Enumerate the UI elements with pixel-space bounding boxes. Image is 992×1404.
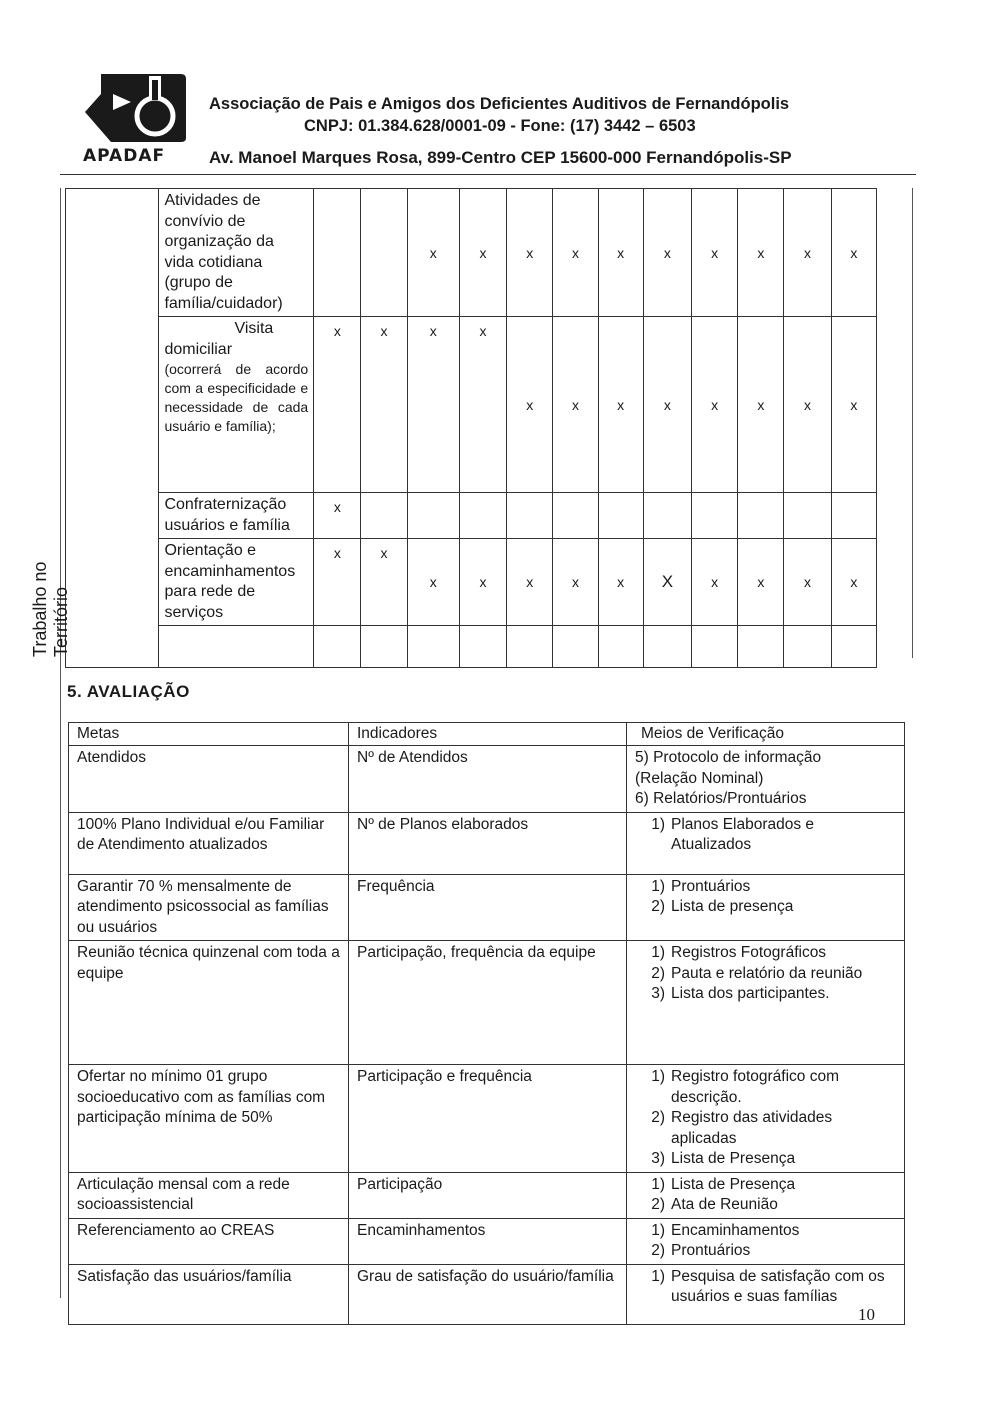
activity-line: vida cotidiana (164, 253, 263, 271)
mark-mid: x (663, 244, 671, 261)
verification-item (635, 1267, 896, 1308)
empty-cell (159, 626, 314, 668)
mark-top: x (479, 323, 487, 339)
eval-row (69, 874, 905, 941)
logo-ear-icon (83, 72, 187, 144)
mark-mid: x (711, 396, 719, 413)
verification-list (635, 1267, 896, 1308)
mark-mid: X (661, 572, 674, 591)
month-cell (692, 317, 738, 493)
item-number: 1) (651, 815, 665, 833)
indicator-cell: Participação, frequência da equipe (349, 941, 627, 1065)
mark-mid: x (850, 244, 858, 261)
verification-line: 6) Relatórios/Prontuários (635, 790, 807, 807)
month-cell (361, 189, 407, 317)
item-text: Pauta e relatório da reunião (671, 964, 863, 982)
item-number: 1) (651, 1221, 665, 1239)
month-cell (507, 493, 553, 539)
month-cell (784, 539, 831, 626)
right-margin-line (912, 188, 913, 658)
item-text: Ata de Reunião (671, 1196, 778, 1213)
verification-cell (627, 1172, 905, 1218)
month-cell (314, 189, 361, 317)
item-number: 1) (651, 1175, 665, 1193)
mark-mid: x (757, 396, 765, 413)
meta-cell: Reunião técnica quinzenal com toda a equipe (69, 941, 349, 1065)
item-text: Prontuários (671, 1242, 751, 1259)
eval-header-cell: Indicadores (349, 723, 627, 746)
month-cell (507, 539, 553, 626)
month-cell (784, 189, 831, 317)
group-cell (30, 189, 159, 668)
eval-header-cell: Metas (69, 723, 349, 746)
verification-item (635, 1241, 896, 1262)
month-cell (459, 317, 506, 493)
empty-cell (459, 626, 506, 668)
month-cell (507, 317, 553, 493)
month-cell (407, 493, 459, 539)
mark-mid: x (617, 244, 625, 261)
group-label-line: Trabalho no (30, 561, 50, 657)
activity-line: convívio de (164, 212, 246, 230)
item-text: Lista dos participantes. (671, 985, 830, 1002)
meta-cell: 100% Plano Individual e/ou Familiar de Atendimento atualizados (69, 812, 349, 874)
mark-mid: x (850, 574, 858, 590)
mark-top: x (380, 323, 388, 339)
month-cell (553, 317, 598, 493)
item-text: Pesquisa de satisfação com os usuários e suas famílias (671, 1267, 885, 1305)
activity-title: domiciliar (164, 340, 233, 358)
verification-cell (627, 1065, 905, 1173)
item-number: 2) (651, 964, 665, 982)
mark-mid: x (663, 396, 671, 413)
cnpj-phone: CNPJ: 01.384.628/0001-09 - Fone: (17) 3442 – 6503 (304, 117, 696, 135)
indicator-cell: Nº de Planos elaborados (349, 812, 627, 874)
empty-cell (643, 626, 691, 668)
empty-cell (692, 626, 738, 668)
activity-cell (159, 493, 314, 539)
eval-row (69, 1264, 905, 1324)
item-text: Lista de presença (671, 898, 794, 915)
item-text: Registro das atividades aplicadas (671, 1109, 833, 1147)
mark-mid: x (711, 244, 719, 261)
month-cell (738, 493, 784, 539)
month-cell (784, 493, 831, 539)
mark-mid: x (479, 244, 487, 261)
item-number: 2) (651, 1242, 665, 1259)
indicator-cell: Participação e frequência (349, 1065, 627, 1173)
mark-mid: x (429, 244, 437, 261)
item-number: 2) (651, 1196, 665, 1213)
month-cell (831, 539, 876, 626)
verification-item (635, 943, 896, 964)
item-number: 1) (651, 1068, 665, 1085)
item-text: Registro fotográfico com descrição. (671, 1068, 839, 1106)
indicator-cell: Nº de Atendidos (349, 746, 627, 813)
mark-top: x (333, 323, 341, 339)
verification-item (635, 1175, 896, 1196)
month-cell (643, 189, 691, 317)
eval-row (69, 746, 905, 813)
item-text: Encaminhamentos (671, 1221, 800, 1239)
month-cell (738, 317, 784, 493)
mark-mid: x (804, 244, 812, 261)
item-text: Lista de Presença (671, 1175, 796, 1193)
mark-mid: x (617, 396, 625, 413)
meta-cell: Ofertar no mínimo 01 grupo socioeducativo com as famílias com participação mínima de 50% (69, 1065, 349, 1173)
activity-cell (159, 317, 314, 493)
empty-cell (553, 626, 598, 668)
month-cell (314, 539, 361, 626)
empty-cell (738, 626, 784, 668)
schedule-row (66, 317, 877, 493)
eval-row (69, 1218, 905, 1264)
verification-list (635, 1067, 896, 1170)
eval-row (69, 1065, 905, 1173)
verification-item (635, 1195, 896, 1216)
mark-top: x (380, 545, 388, 561)
mark-top: x (333, 499, 341, 515)
eval-header-cell: Meios de Verificação (627, 723, 905, 746)
verification-list (635, 1175, 896, 1216)
item-text: Planos Elaborados e Atualizados (671, 815, 815, 853)
activity-cell (159, 189, 314, 317)
item-number: 2) (651, 898, 665, 915)
item-number: 1) (651, 1267, 665, 1285)
month-cell (692, 539, 738, 626)
verification-item (635, 1067, 896, 1108)
mark-mid: x (804, 574, 812, 590)
address: Av. Manoel Marques Rosa, 899-Centro CEP 15600-000 Fernandópolis-SP (209, 148, 792, 167)
activity-line: Atividades de (164, 192, 261, 209)
eval-row (69, 941, 905, 1065)
mark-mid: x (429, 574, 437, 590)
activity-line: serviços (164, 603, 224, 621)
month-cell (598, 493, 643, 539)
meta-cell: Satisfação das usuários/família (69, 1264, 349, 1324)
month-cell (361, 493, 407, 539)
eval-row (69, 812, 905, 874)
mark-mid: x (526, 244, 534, 261)
activity-note: (ocorrerá de acordo com a especificidade e necessidade de cada usuário e família); (164, 361, 309, 434)
verification-item (635, 984, 896, 1005)
schedule-row (66, 493, 877, 539)
activity-line: (grupo de (164, 274, 233, 291)
schedule-row (66, 189, 877, 317)
eval-row (69, 1172, 905, 1218)
activity-line: encaminhamentos (164, 562, 296, 580)
empty-cell (407, 626, 459, 668)
empty-cell (361, 626, 407, 668)
verification-list (635, 877, 896, 918)
schedule-row-empty (66, 626, 877, 668)
mark-mid: x (804, 396, 812, 413)
month-cell (314, 493, 361, 539)
verification-item (635, 877, 896, 898)
item-text: Prontuários (671, 877, 751, 895)
logo-text: APADAF (83, 146, 166, 166)
month-cell (407, 317, 459, 493)
month-cell (459, 539, 506, 626)
item-number: 2) (651, 1109, 665, 1126)
activity-line: Orientação e (164, 542, 257, 559)
apadaf-logo (83, 72, 187, 166)
item-text: Registros Fotográficos (671, 944, 827, 961)
empty-cell (831, 626, 876, 668)
verification-item (635, 815, 896, 856)
month-cell (407, 539, 459, 626)
month-cell (831, 189, 876, 317)
month-cell (738, 539, 784, 626)
activity-cell (159, 539, 314, 626)
empty-cell (598, 626, 643, 668)
verification-line: (Relação Nominal) (635, 769, 764, 787)
verification-item (635, 964, 896, 985)
mark-mid: x (850, 396, 858, 413)
month-cell (831, 317, 876, 493)
verification-cell (627, 1218, 905, 1264)
mark-top: x (429, 323, 437, 339)
schedule-row (66, 539, 877, 626)
item-number: 3) (651, 985, 665, 1002)
month-cell (831, 493, 876, 539)
month-cell (361, 317, 407, 493)
mark-mid: x (757, 244, 765, 261)
mark-mid: x (479, 574, 487, 590)
org-name: Associação de Pais e Amigos dos Deficientes Auditivos de Fernandópolis (209, 95, 790, 113)
mark-mid: x (617, 574, 625, 590)
month-cell (643, 539, 691, 626)
verification-line: 5) Protocolo de informação (635, 749, 822, 766)
verification-list (635, 943, 896, 1005)
month-cell (314, 317, 361, 493)
month-cell (643, 493, 691, 539)
verification-cell (627, 746, 905, 813)
header-divider (60, 174, 916, 175)
month-cell (553, 539, 598, 626)
mark-mid: x (757, 574, 765, 590)
verification-item (635, 1108, 896, 1149)
group-label (30, 537, 72, 657)
month-cell (553, 493, 598, 539)
page-number: 10 (858, 1305, 875, 1324)
section-title: 5. AVALIAÇÃO (67, 682, 190, 701)
meta-cell: Garantir 70 % mensalmente de atendimento psicossocial as famílias ou usuários (69, 874, 349, 941)
mark-top: x (333, 545, 341, 561)
meta-cell: Atendidos (69, 746, 349, 813)
verification-cell (627, 874, 905, 941)
activity-line: organização da (164, 233, 274, 250)
item-number: 1) (651, 877, 665, 895)
verification-item (635, 1221, 896, 1242)
mark-mid: x (526, 396, 534, 413)
month-cell (598, 539, 643, 626)
item-number: 3) (651, 1150, 665, 1167)
mark-mid: x (711, 574, 719, 590)
group-label-line: Território (51, 586, 71, 657)
mark-mid: x (571, 244, 579, 261)
month-cell (407, 189, 459, 317)
eval-header-row (69, 723, 905, 746)
month-cell (598, 189, 643, 317)
indicator-cell: Encaminhamentos (349, 1218, 627, 1264)
item-text: Lista de Presença (671, 1150, 796, 1167)
activity-schedule-table (30, 188, 877, 668)
activity-line: família/cuidador) (164, 294, 283, 312)
month-cell (784, 317, 831, 493)
month-cell (643, 317, 691, 493)
mark-mid: x (571, 574, 579, 590)
activity-line: usuários e família (164, 516, 290, 534)
month-cell (553, 189, 598, 317)
activity-line: para rede de (164, 583, 256, 600)
empty-cell (507, 626, 553, 668)
month-cell (507, 189, 553, 317)
verification-cell (627, 812, 905, 874)
indicator-cell: Participação (349, 1172, 627, 1218)
left-margin-line (60, 188, 61, 1298)
verification-list (635, 815, 896, 856)
activity-line: Confraternização (164, 496, 287, 513)
mark-mid: x (526, 574, 534, 590)
empty-cell (314, 626, 361, 668)
month-cell (459, 189, 506, 317)
month-cell (738, 189, 784, 317)
activity-title: Visita (234, 320, 274, 337)
verification-item (635, 1149, 896, 1170)
evaluation-table (68, 722, 905, 1325)
meta-cell: Referenciamento ao CREAS (69, 1218, 349, 1264)
month-cell (692, 493, 738, 539)
item-number: 1) (651, 944, 665, 961)
meta-cell: Articulação mensal com a rede socioassistencial (69, 1172, 349, 1218)
month-cell (459, 493, 506, 539)
verification-list (635, 1221, 896, 1262)
month-cell (361, 539, 407, 626)
mark-mid: x (571, 396, 579, 413)
month-cell (598, 317, 643, 493)
indicator-cell: Grau de satisfação do usuário/família (349, 1264, 627, 1324)
month-cell (692, 189, 738, 317)
verification-item (635, 897, 896, 918)
verification-cell (627, 941, 905, 1065)
empty-cell (784, 626, 831, 668)
indicator-cell: Frequência (349, 874, 627, 941)
